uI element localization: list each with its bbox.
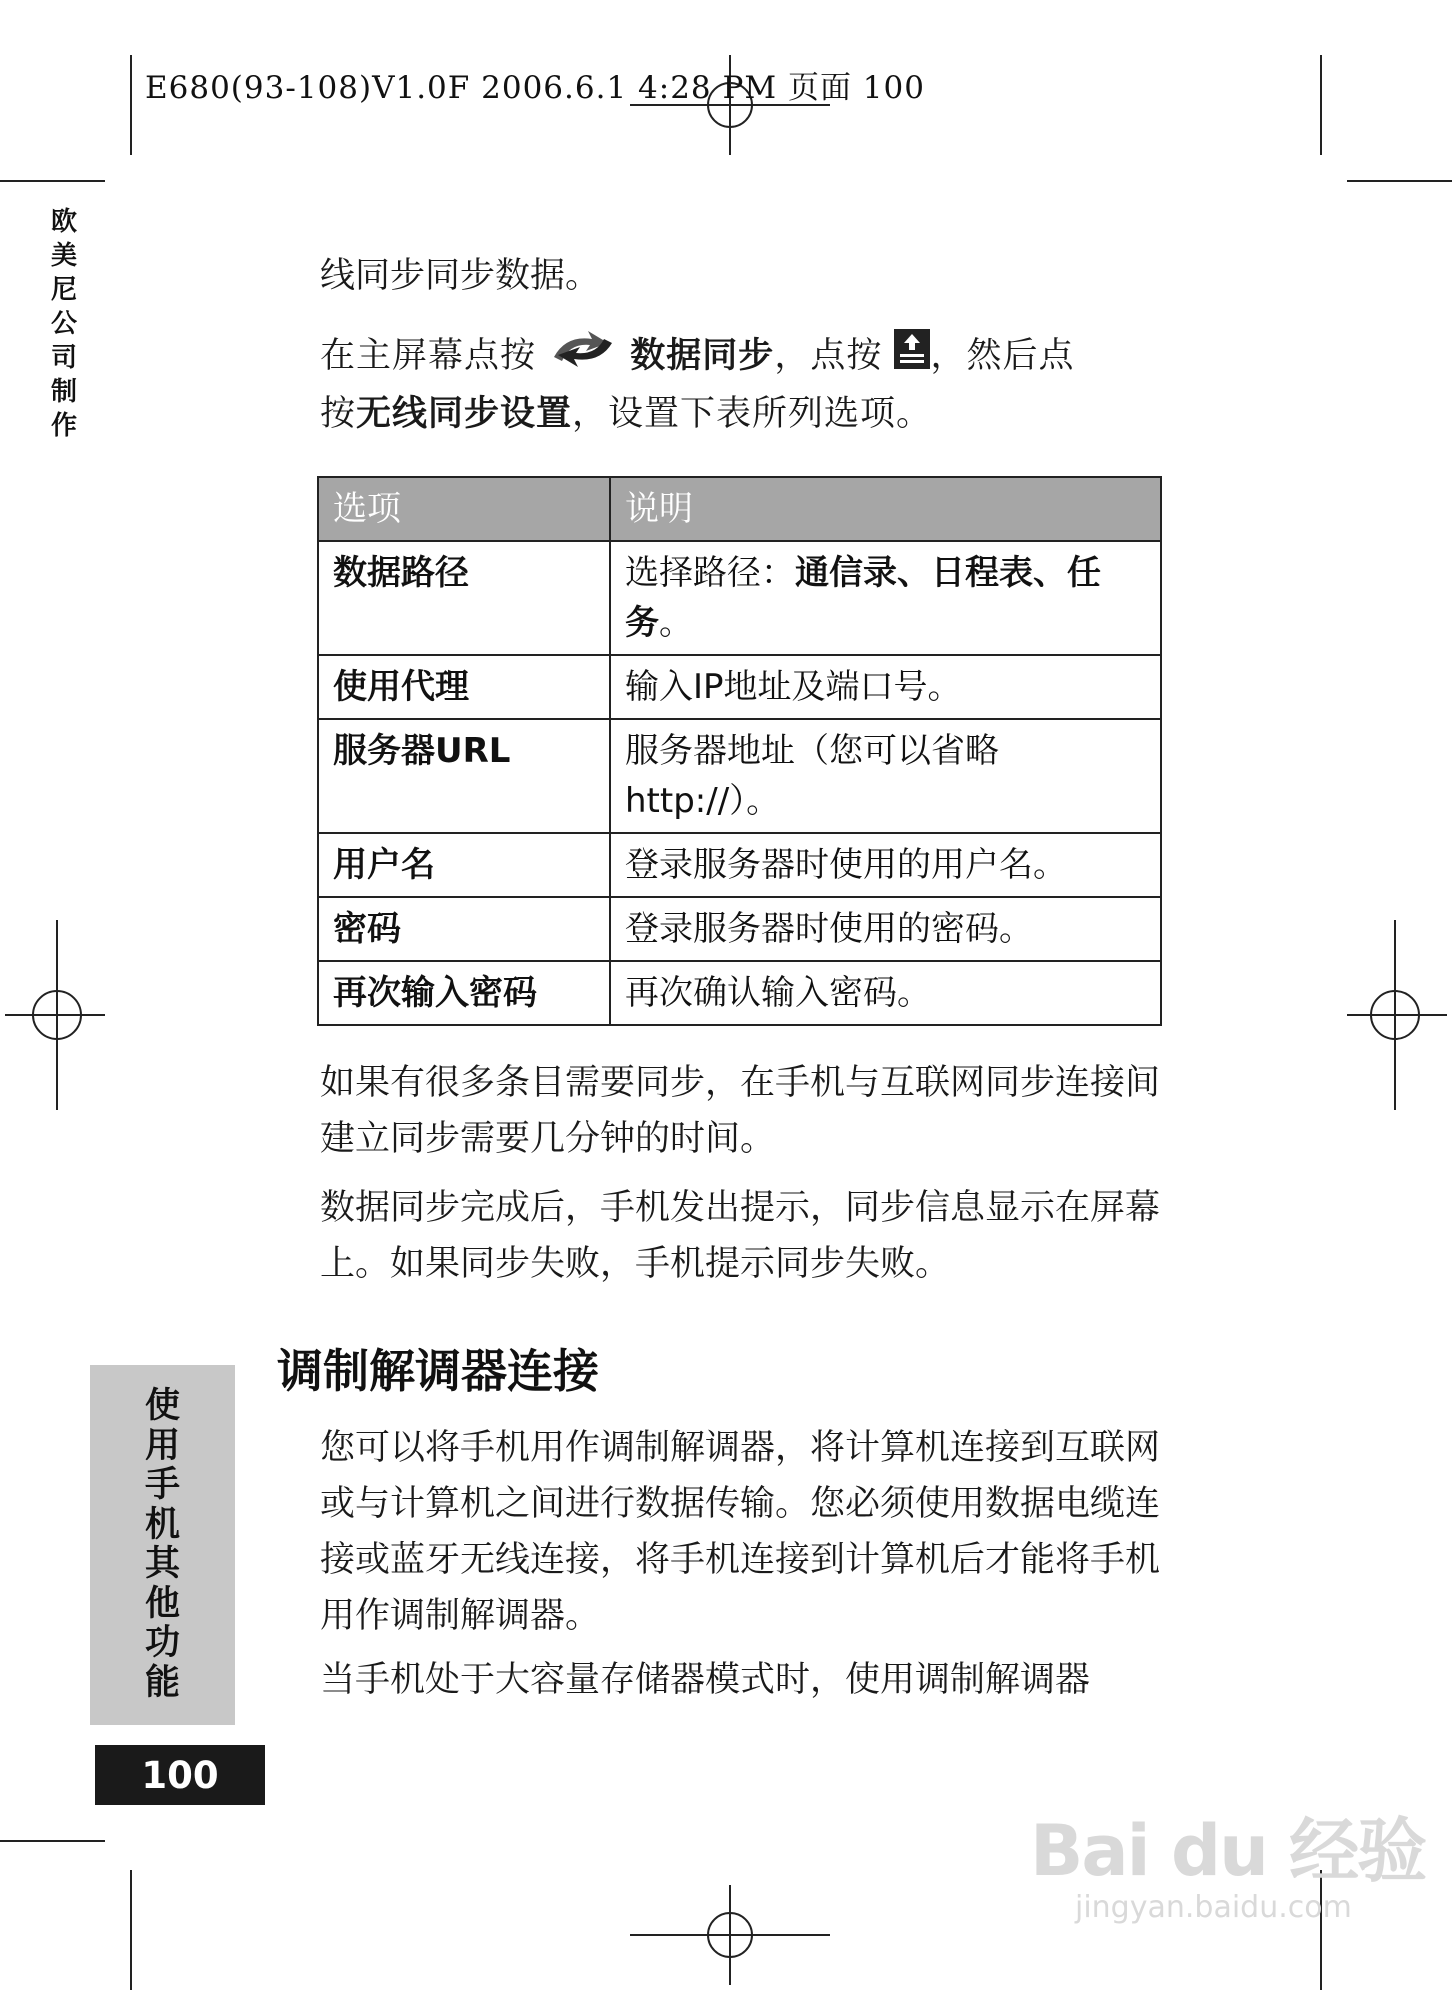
- modem-paragraph: 您可以将手机用作调制解调器，将计算机连接到互联网或与计算机之间进行数据传输。您必须使用数据电缆连接或蓝牙无线连接，将手机连接到计算机后才能将手机用作调制解调器。: [320, 1428, 1161, 1636]
- crop-mark: [0, 180, 105, 182]
- description-cell: 再次确认输入密码。: [610, 961, 1161, 1025]
- chapter-side-tab-label: 使 用 手 机 其 他 功 能: [144, 1386, 180, 1703]
- option-cell: 密码: [318, 897, 610, 961]
- header-option: 选项: [318, 477, 610, 541]
- crop-mark: [0, 1840, 105, 1842]
- intro-paragraph: 在主屏幕点按 数据同步，点按 ，然后点 按无线同步设置，设置下表所列选项。: [320, 328, 1160, 442]
- crop-mark: [1320, 55, 1322, 155]
- description-cell: 登录服务器时使用的用户名。: [610, 833, 1161, 897]
- sync-arrows-icon: [548, 329, 618, 386]
- registration-mark-left: [5, 920, 105, 1110]
- option-cell: 用户名: [318, 833, 610, 897]
- upload-menu-icon: [894, 329, 930, 386]
- registration-mark-right: [1347, 920, 1447, 1110]
- option-cell: 数据路径: [318, 541, 610, 655]
- table-header-row: [318, 477, 1161, 541]
- options-table: [317, 476, 1162, 1026]
- table-row: [318, 541, 1161, 655]
- description-cell: 输入IP地址及端口号。: [610, 655, 1161, 719]
- crop-mark: [130, 1870, 132, 1990]
- description-cell: 登录服务器时使用的密码。: [610, 897, 1161, 961]
- table-row: [318, 655, 1161, 719]
- table-row: [318, 961, 1161, 1025]
- description-cell: 选择路径：通信录、日程表、任务。: [610, 541, 1161, 655]
- baidu-watermark-url: jingyan.baidu.com: [1075, 1890, 1352, 1925]
- section-title: 调制解调器连接: [277, 1344, 599, 1398]
- header-description: 说明: [610, 477, 1161, 541]
- modem-paragraph-2: 当手机处于大容量存储器模式时，使用调制解调器: [320, 1660, 1091, 1700]
- baidu-watermark-logo: Bai du 经验: [1030, 1810, 1426, 1892]
- option-cell: 服务器URL: [318, 719, 610, 833]
- page-number: 100: [95, 1745, 265, 1805]
- sync-time-note: 如果有很多条目需要同步，在手机与互联网同步连接间建立同步需要几分钟的时间。: [320, 1063, 1161, 1159]
- publisher-vertical-label: 欧 美 尼 公 司 制 作: [50, 207, 77, 441]
- table-row: [318, 897, 1161, 961]
- crop-mark: [130, 55, 132, 155]
- option-cell: 再次输入密码: [318, 961, 610, 1025]
- option-cell: 使用代理: [318, 655, 610, 719]
- description-cell: 服务器地址（您可以省略http://）。: [610, 719, 1161, 833]
- crop-mark: [1347, 180, 1452, 182]
- registration-mark-bottom: [630, 1885, 830, 1985]
- print-header: E680(93-108)V1.0F 2006.6.1 4:28 PM 页面 100: [145, 70, 925, 106]
- table-row: [318, 719, 1161, 833]
- chapter-side-tab: [90, 1365, 235, 1725]
- table-row: [318, 833, 1161, 897]
- intro-line: 线同步同步数据。: [320, 256, 601, 296]
- sync-complete-note: 数据同步完成后，手机发出提示，同步信息显示在屏幕上。如果同步失败，手机提示同步失败。: [320, 1188, 1161, 1284]
